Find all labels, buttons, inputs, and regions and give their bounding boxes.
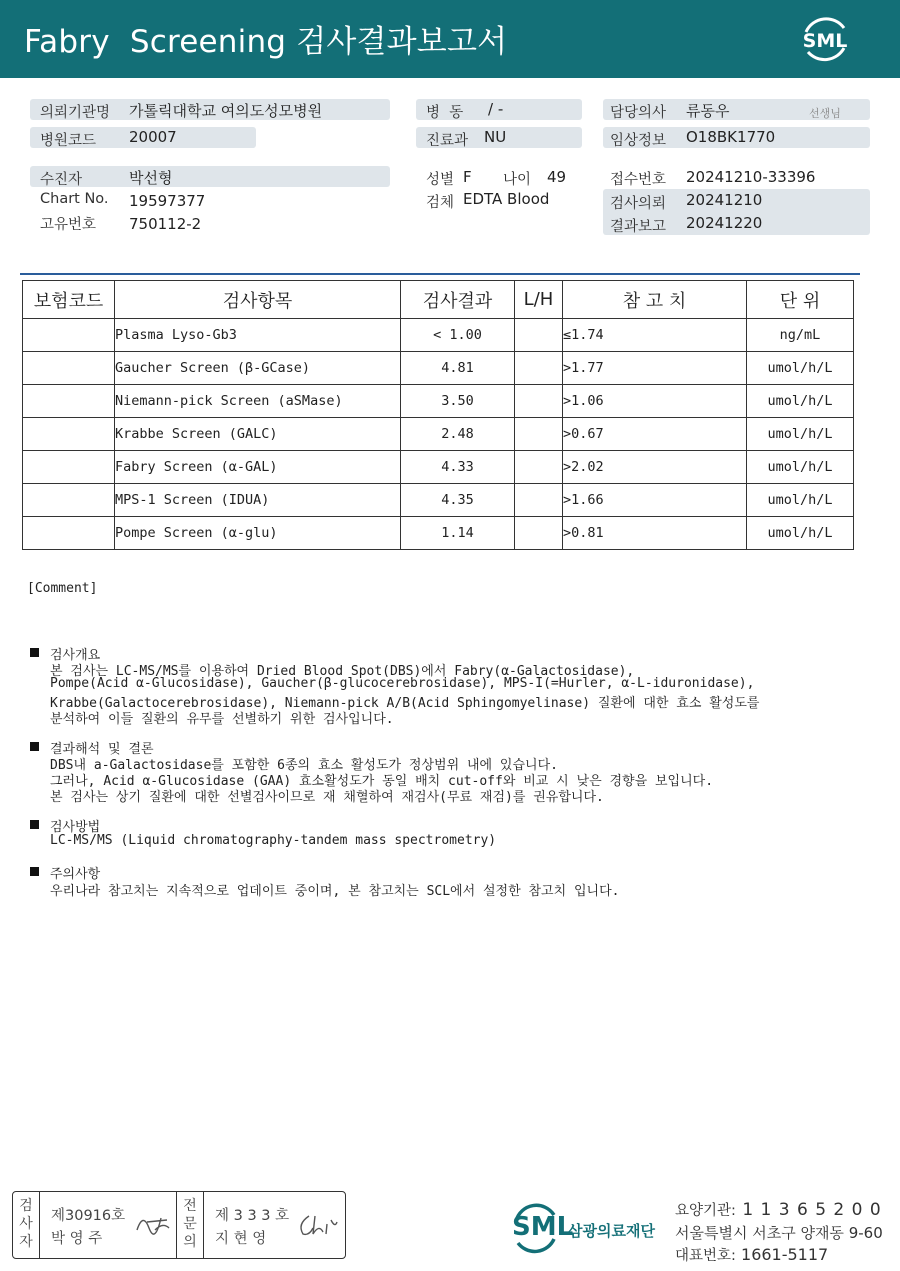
row-lh	[515, 451, 563, 484]
sex-label: 성별	[426, 172, 455, 188]
table-row	[23, 352, 854, 385]
patient-bar	[30, 166, 390, 187]
row-reference: >0.67	[563, 418, 747, 451]
row-test-name: Gaucher Screen (β-GCase)	[115, 352, 401, 385]
request-value: 20241210	[686, 191, 763, 209]
age-label: 나이	[503, 172, 532, 188]
section-title: 주의사항	[50, 867, 101, 882]
clinical-label: 임상정보	[610, 133, 667, 149]
sml-logo-text: SML	[802, 30, 848, 52]
row-result: 4.35	[401, 484, 515, 517]
chart-value: 19597377	[129, 192, 206, 210]
clinical-value: O18BK1770	[686, 128, 776, 146]
signature-box	[12, 1191, 346, 1259]
doctor-label: 담당의사	[610, 105, 667, 121]
header-code: 보험코드	[23, 281, 115, 319]
section-line: 본 검사는 LC-MS/MS를 이용하여 Dried Blood Spot(DBS)에서 Fabry(α-Galactosidase),	[50, 664, 635, 679]
signature-scribble-icon	[133, 1208, 173, 1238]
footer-brand: SML	[512, 1212, 574, 1242]
row-result: 1.14	[401, 517, 515, 550]
section-line: DBS내 a-Galactosidase를 포함한 6종의 효소 활성도가 정상범위 내에 있습니다.	[50, 758, 558, 773]
section-title: 검사개요	[50, 648, 101, 663]
footer-code-line	[675, 1199, 882, 1220]
table-row	[23, 385, 854, 418]
row-unit: umol/h/L	[747, 352, 854, 385]
doctor-value: 류동우	[686, 102, 730, 120]
section-line: Pompe(Acid α-Glucosidase), Gaucher(β-glucocerebrosidase), MPS-I(=Hurler, α-L-iduronidase),	[50, 676, 755, 691]
hospital-code-value: 20007	[129, 128, 177, 146]
receipt-label: 접수번호	[610, 172, 667, 188]
table-row	[23, 319, 854, 352]
patient-value: 박선형	[129, 169, 173, 187]
footer-code-label: 요양기관:	[675, 1203, 736, 1219]
row-unit: umol/h/L	[747, 418, 854, 451]
specimen-label: 검체	[426, 195, 455, 211]
header-unit: 단 위	[747, 281, 854, 319]
row-reference: >1.77	[563, 352, 747, 385]
divider	[203, 1192, 204, 1258]
row-lh	[515, 352, 563, 385]
row-result: < 1.00	[401, 319, 515, 352]
row-code	[23, 451, 115, 484]
footer-org-name: 삼광의료재단	[568, 1222, 655, 1240]
row-unit: umol/h/L	[747, 517, 854, 550]
row-test-name: Fabry Screen (α-GAL)	[115, 451, 401, 484]
row-test-name: Krabbe Screen (GALC)	[115, 418, 401, 451]
row-lh	[515, 418, 563, 451]
bullet-square-icon	[30, 867, 39, 876]
chart-label: Chart No.	[40, 191, 109, 207]
inspector-name: 박 영 주	[51, 1231, 103, 1247]
row-test-name: Plasma Lyso-Gb3	[115, 319, 401, 352]
section-line: 분석하여 이들 질환의 유무를 선별하기 위한 검사입니다.	[50, 712, 394, 727]
results-table	[22, 280, 854, 550]
footer-phone-label: 대표번호:	[675, 1248, 736, 1264]
sml-logo-icon	[798, 12, 852, 66]
hospital-code-label: 병원코드	[40, 133, 97, 149]
row-unit: umol/h/L	[747, 385, 854, 418]
row-code	[23, 517, 115, 550]
inspector-label-1: 검	[19, 1198, 33, 1214]
section-line: 우리나라 참고치는 지속적으로 업데이트 중이며, 본 참고치는 SCL에서 설정한 참고치 입니다.	[50, 884, 620, 899]
inspector-number: 제30916호	[51, 1208, 126, 1224]
table-header-row	[23, 281, 854, 319]
doctor-suffix: 선생님	[809, 107, 841, 120]
row-unit: umol/h/L	[747, 451, 854, 484]
footer-code: 1 1 3 6 5 2 0 0	[735, 1200, 882, 1220]
table-row	[23, 418, 854, 451]
specialist-number: 제 3 3 3 호	[215, 1208, 290, 1224]
inspector-label-2: 사	[19, 1216, 33, 1232]
ward-value: / -	[488, 100, 504, 118]
header-test: 검사항목	[115, 281, 401, 319]
row-code	[23, 319, 115, 352]
bullet-square-icon	[30, 648, 39, 657]
row-result: 2.48	[401, 418, 515, 451]
signature-scribble-icon	[295, 1210, 339, 1240]
row-code	[23, 418, 115, 451]
row-reference: ≤1.74	[563, 319, 747, 352]
row-lh	[515, 385, 563, 418]
divider	[39, 1192, 40, 1258]
bullet-square-icon	[30, 742, 39, 751]
specialist-label-1: 전	[183, 1198, 197, 1214]
section-line: 본 검사는 상기 질환에 대한 선별검사이므로 재 채혈하여 재검사(무료 재검)를 권유합니다.	[50, 790, 604, 805]
section-line: 그러나, Acid α-Glucosidase (GAA) 효소활성도가 동일 배치 cut-off와 비교 시 낮은 경향을 보입니다.	[50, 774, 714, 789]
age-value: 49	[547, 168, 567, 186]
row-code	[23, 484, 115, 517]
row-test-name: MPS-1 Screen (IDUA)	[115, 484, 401, 517]
row-result: 4.33	[401, 451, 515, 484]
row-lh	[515, 484, 563, 517]
dept-value: NU	[484, 128, 507, 146]
header-result: 검사결과	[401, 281, 515, 319]
row-test-name: Niemann-pick Screen (aSMase)	[115, 385, 401, 418]
row-reference: >1.06	[563, 385, 747, 418]
row-unit: umol/h/L	[747, 484, 854, 517]
table-row	[23, 451, 854, 484]
request-label: 검사의뢰	[610, 196, 667, 212]
comment-label: [Comment]	[27, 581, 98, 596]
dept-label: 진료과	[426, 133, 469, 149]
specialist-label-3: 의	[183, 1234, 197, 1250]
sex-value: F	[463, 168, 472, 186]
row-test-name: Pompe Screen (α-glu)	[115, 517, 401, 550]
row-result: 3.50	[401, 385, 515, 418]
footer-phone: 1661-5117	[735, 1245, 829, 1264]
patient-label: 수진자	[40, 172, 83, 188]
table-row	[23, 517, 854, 550]
footer-phone-line	[675, 1244, 828, 1265]
section-title: 검사방법	[50, 820, 101, 835]
row-lh	[515, 319, 563, 352]
row-reference: >2.02	[563, 451, 747, 484]
institution-value: 가톨릭대학교 여의도성모병원	[129, 102, 323, 120]
row-result: 4.81	[401, 352, 515, 385]
divider	[176, 1192, 177, 1258]
section-line: Krabbe(Galactocerebrosidase), Niemann-pick A/B(Acid Sphingomyelinase) 질환에 대한 효소 활성도를	[50, 696, 760, 711]
section-title: 결과해석 및 결론	[50, 742, 154, 757]
row-lh	[515, 517, 563, 550]
receipt-value: 20241210-33396	[686, 168, 816, 186]
table-row	[23, 484, 854, 517]
specialist-name: 지 현 영	[215, 1231, 267, 1247]
section-line: LC-MS/MS (Liquid chromatography-tandem mass spectrometry)	[50, 833, 497, 848]
footer-address: 서울특별시 서초구 양재동 9-60	[675, 1224, 883, 1242]
row-unit: ng/mL	[747, 319, 854, 352]
inspector-label-3: 자	[19, 1234, 33, 1250]
bullet-square-icon	[30, 820, 39, 829]
uid-value: 750112-2	[129, 215, 202, 233]
specimen-value: EDTA Blood	[463, 190, 550, 208]
row-reference: >1.66	[563, 484, 747, 517]
row-code	[23, 352, 115, 385]
section-divider	[20, 273, 860, 275]
uid-label: 고유번호	[40, 217, 97, 233]
report-title: Fabry Screening 검사결과보고서	[24, 24, 508, 60]
report-value: 20241220	[686, 214, 763, 232]
report-label: 결과보고	[610, 219, 667, 235]
specialist-label-2: 문	[183, 1216, 197, 1232]
institution-label: 의뢰기관명	[40, 105, 111, 121]
row-reference: >0.81	[563, 517, 747, 550]
header-lh: L/H	[515, 281, 563, 319]
row-code	[23, 385, 115, 418]
ward-label: 병 동	[426, 105, 464, 121]
header-reference: 참 고 치	[563, 281, 747, 319]
